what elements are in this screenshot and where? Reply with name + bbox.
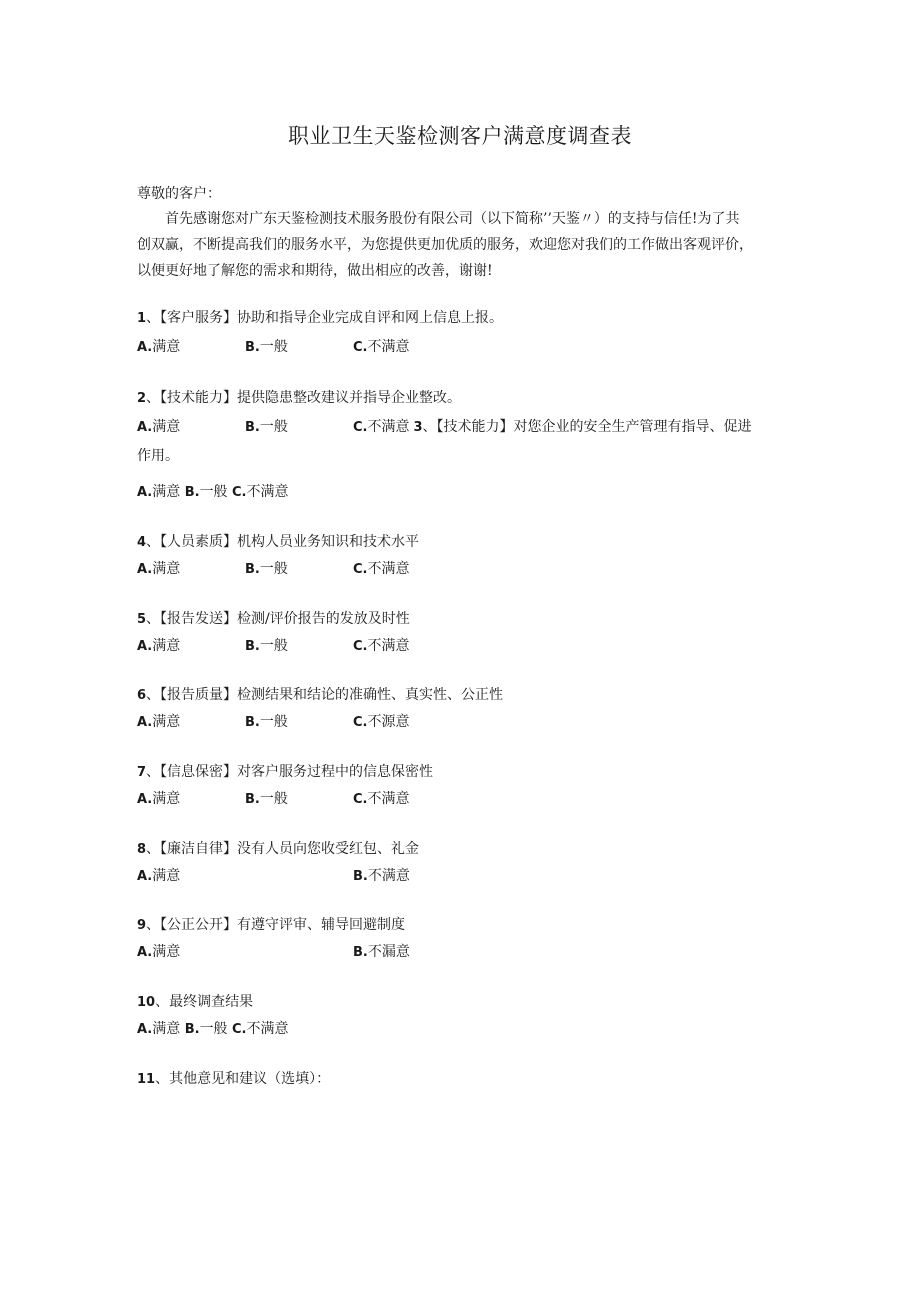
option-b[interactable]: [245, 558, 288, 578]
question-text: 、【技术能力】对您企业的安全生产管理有指导、促进: [422, 419, 752, 435]
option-label: 不满意: [367, 868, 410, 884]
question-text: 、【报告发送】检测/评价报告的发放及时性: [146, 611, 410, 627]
question-2: [137, 387, 461, 407]
option-label: 一般: [259, 714, 288, 730]
question-6: [137, 684, 503, 704]
option-label: 一般: [259, 791, 288, 807]
option-letter: C.: [353, 639, 368, 654]
option-a[interactable]: [137, 484, 180, 500]
question-9: [137, 914, 405, 934]
question-number: 11: [137, 1072, 156, 1087]
question-7: [137, 761, 433, 781]
question-text: 、其他意见和建议（选填）：: [155, 1071, 331, 1087]
option-letter: A.: [137, 485, 153, 500]
option-c[interactable]: [353, 788, 409, 808]
option-b[interactable]: [245, 711, 288, 731]
question-3: [413, 419, 751, 435]
question-text-continued: 作用。: [137, 448, 179, 464]
intro-line: 首先感谢您对广东天鉴检测技术服务股份有限公司（以下简称’’天鉴〃）的支持与信任!为了共: [165, 211, 740, 227]
option-c[interactable]: [353, 711, 409, 731]
question-text: 、最终调查结果: [155, 994, 254, 1010]
option-label: 满意: [152, 339, 181, 355]
option-letter: B.: [245, 562, 260, 577]
option-label: 一般: [199, 484, 228, 500]
question-number: 10: [137, 995, 156, 1010]
option-letter: B.: [353, 945, 368, 960]
option-letter: B.: [245, 715, 260, 730]
question-text: 、【信息保密】对客户服务过程中的信息保密性: [146, 764, 434, 780]
option-label: 不满意: [367, 419, 410, 435]
option-label: 不满意: [367, 561, 410, 577]
option-label: 满意: [152, 1021, 181, 1037]
option-a[interactable]: [137, 635, 180, 655]
intro-line: 创双赢，不断提高我们的服务水平，为您提供更加优质的服务，欢迎您对我们的工作做出客观评价，: [137, 237, 753, 253]
option-letter: A.: [137, 639, 153, 654]
option-label: 不满意: [367, 638, 410, 654]
question-text: 、【客户服务】协助和指导企业完成自评和网上信息上报。: [146, 310, 504, 326]
option-label: 不源意: [367, 714, 410, 730]
page-title: 职业卫生天鉴检测客户满意度调查表: [288, 124, 632, 148]
option-label: 满意: [152, 714, 181, 730]
question-number: 9: [137, 918, 147, 933]
option-label: 满意: [152, 561, 181, 577]
option-b[interactable]: [185, 1021, 228, 1037]
option-letter: C.: [232, 485, 247, 500]
question-text: 、【人员素质】机构人员业务知识和技术水平: [146, 534, 420, 550]
question-text: 、【廉洁自律】没有人员向您收受红包、礼金: [146, 841, 420, 857]
option-a[interactable]: [137, 336, 180, 356]
option-label: 满意: [152, 944, 181, 960]
option-label: 一般: [259, 561, 288, 577]
option-a[interactable]: [137, 558, 180, 578]
option-letter: B.: [245, 639, 260, 654]
question-text: 、【技术能力】提供隐患整改建议并指导企业整改。: [146, 390, 462, 406]
option-label: 一般: [259, 339, 288, 355]
option-a[interactable]: [137, 416, 180, 436]
question-8: [137, 838, 419, 858]
option-c[interactable]: [232, 1021, 288, 1037]
question-number: 2: [137, 391, 147, 406]
option-letter: C.: [353, 340, 368, 355]
greeting: 尊敬的客户：: [137, 186, 221, 202]
question-1: [137, 307, 503, 327]
option-letter: A.: [137, 715, 153, 730]
question-number: 4: [137, 535, 147, 550]
option-a[interactable]: [137, 865, 180, 885]
question-number: 8: [137, 842, 147, 857]
option-a[interactable]: [137, 941, 180, 961]
option-label: 不满意: [246, 484, 289, 500]
option-a[interactable]: [137, 711, 180, 731]
option-label: 满意: [152, 484, 181, 500]
option-label: 不满意: [246, 1021, 289, 1037]
option-b[interactable]: [245, 635, 288, 655]
option-letter: B.: [245, 340, 260, 355]
option-c[interactable]: [353, 635, 409, 655]
question-4: [137, 531, 419, 551]
option-label: 不满意: [367, 339, 410, 355]
option-label: 满意: [152, 791, 181, 807]
question-number: 3: [413, 420, 423, 435]
option-letter: C.: [353, 420, 368, 435]
question-5: [137, 608, 410, 628]
option-letter: B.: [184, 485, 200, 500]
option-letter: B.: [245, 420, 260, 435]
option-b[interactable]: [245, 336, 288, 356]
option-letter: C.: [232, 1022, 247, 1037]
option-label: 不满意: [367, 791, 410, 807]
option-label: 一般: [259, 638, 288, 654]
option-label: 一般: [259, 419, 288, 435]
option-letter: A.: [137, 420, 153, 435]
option-c[interactable]: [353, 558, 409, 578]
option-letter: A.: [137, 945, 153, 960]
question-number: 6: [137, 688, 147, 703]
option-letter: B.: [353, 869, 368, 884]
option-letter: A.: [137, 562, 153, 577]
question-number: 5: [137, 612, 147, 627]
question-11: [137, 1068, 330, 1088]
question-10: [137, 991, 253, 1011]
option-letter: C.: [353, 792, 368, 807]
option-letter: A.: [137, 869, 153, 884]
option-c[interactable]: [353, 336, 409, 356]
question-text: 、【报告质量】检测结果和结论的准确性、真实性、公正性: [146, 687, 504, 703]
question-text: 、【公正公开】有遵守评审、辅导回避制度: [146, 917, 406, 933]
question-number: 1: [137, 311, 147, 326]
option-letter: C.: [353, 715, 368, 730]
option-label: 不漏意: [367, 944, 410, 960]
option-a[interactable]: [137, 1021, 180, 1037]
option-letter: C.: [353, 562, 368, 577]
option-label: 满意: [152, 868, 181, 884]
option-letter: A.: [137, 792, 153, 807]
question-number: 7: [137, 765, 147, 780]
option-letter: B.: [245, 792, 260, 807]
option-letter: B.: [184, 1022, 200, 1037]
option-label: 一般: [199, 1021, 228, 1037]
intro-line: 以便更好地了解您的需求和期待，做出相应的改善，谢谢!: [137, 263, 493, 279]
question-3-options: [137, 481, 289, 501]
option-b[interactable]: [353, 865, 410, 885]
option-b[interactable]: [245, 416, 288, 436]
option-b[interactable]: [185, 484, 228, 500]
option-label: 满意: [152, 638, 181, 654]
option-c[interactable]: [353, 416, 752, 436]
option-b[interactable]: [245, 788, 288, 808]
option-label: 满意: [152, 419, 181, 435]
option-letter: A.: [137, 1022, 153, 1037]
intro-paragraph: [137, 206, 797, 284]
option-b[interactable]: [353, 941, 410, 961]
option-letter: A.: [137, 340, 153, 355]
option-a[interactable]: [137, 788, 180, 808]
option-c[interactable]: [232, 484, 288, 500]
question-10-options: [137, 1018, 289, 1038]
